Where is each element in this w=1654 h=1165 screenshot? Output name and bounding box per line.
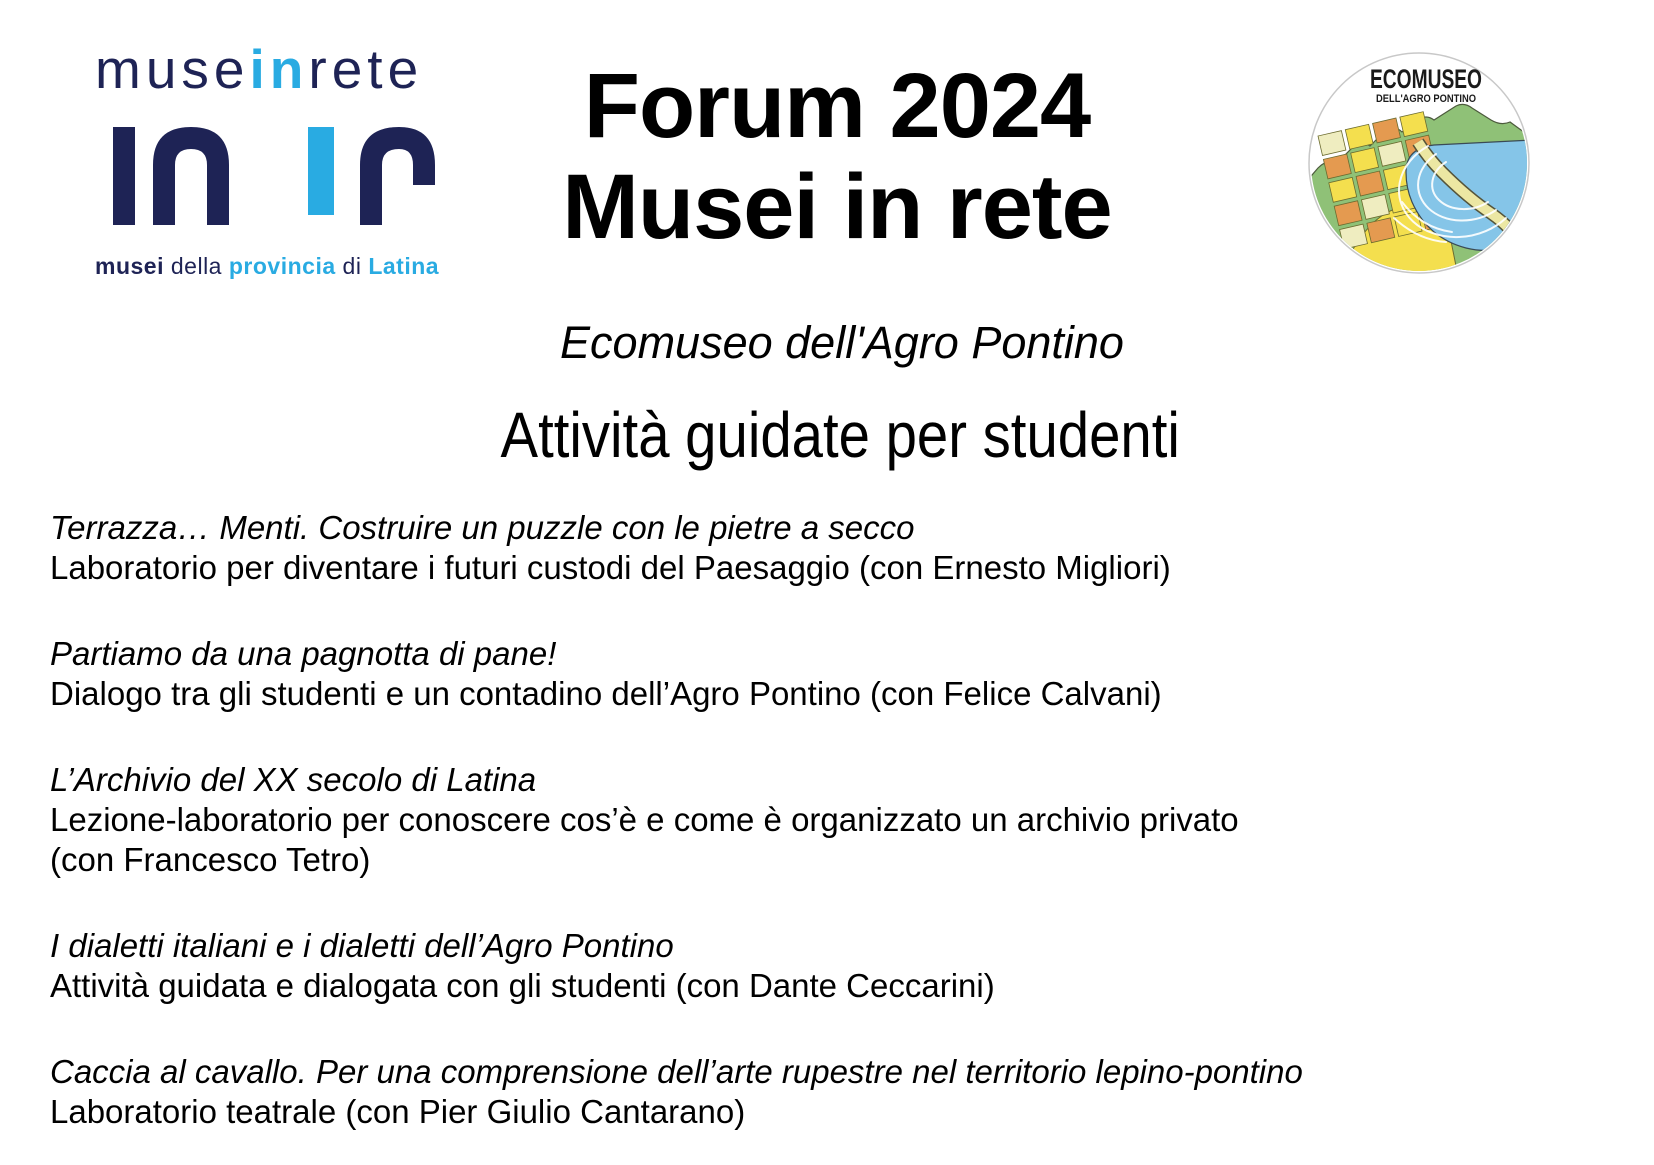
- wordmark-muse: muse: [95, 38, 250, 100]
- activities-list: [50, 508, 1624, 1165]
- activity-item: [50, 1052, 1624, 1132]
- activity-description: Laboratorio teatrale (con Pier Giulio Cantarano): [50, 1093, 746, 1130]
- activity-description: (con Francesco Tetro): [50, 841, 371, 878]
- activity-description: Laboratorio per diventare i futuri custodi del Paesaggio (con Ernesto Migliori): [50, 549, 1171, 586]
- activity-title: I dialetti italiani e i dialetti dell’Agro Pontino: [50, 927, 674, 964]
- page-title-line1: Forum 2024: [583, 55, 1091, 157]
- activity-description: Lezione-laboratorio per conoscere cos’è e come è organizzato un archivio privato: [50, 801, 1239, 838]
- activity-item: [50, 634, 1624, 714]
- activity-title: L’Archivio del XX secolo di Latina: [50, 761, 537, 798]
- activity-item: [50, 926, 1624, 1006]
- section-title: Attività guidate per studenti: [500, 399, 1180, 471]
- wordmark-rete: rete: [308, 38, 424, 100]
- page-title: [420, 56, 1254, 258]
- activity-title: Terrazza… Menti. Costruire un puzzle con le pietre a secco: [50, 509, 915, 546]
- activity-item: [50, 760, 1624, 880]
- museinrete-caption: [95, 253, 440, 280]
- ecomuseo-badge-title: ECOMUSEO: [1370, 64, 1482, 94]
- page-title-line2: Musei in rete: [562, 156, 1112, 258]
- caption-musei: musei: [95, 253, 164, 279]
- activity-description: Attività guidata e dialogata con gli studenti (con Dante Ceccarini): [50, 967, 995, 1004]
- activity-title: Partiamo da una pagnotta di pane!: [50, 635, 557, 672]
- caption-della: della: [170, 253, 222, 279]
- ecomuseo-badge-icon: [1306, 50, 1532, 276]
- activity-title: Caccia al cavallo. Per una comprensione dell’arte rupestre nel territorio lepino-pontino: [50, 1053, 1303, 1090]
- caption-latina: Latina: [368, 253, 440, 279]
- subtitle-ecomuseo: Ecomuseo dell'Agro Pontino: [560, 317, 1124, 368]
- museinrete-logo: [95, 38, 440, 280]
- mir-monogram-icon: [105, 113, 435, 233]
- caption-di: di: [342, 253, 362, 279]
- ecomuseo-logo: [1306, 50, 1532, 276]
- ecomuseo-badge-subtitle: DELL'AGRO PONTINO: [1376, 93, 1477, 105]
- activity-description: Dialogo tra gli studenti e un contadino dell’Agro Pontino (con Felice Calvani): [50, 675, 1162, 712]
- activity-item: [50, 508, 1624, 588]
- caption-provincia: provincia: [228, 253, 336, 279]
- wordmark-in: in: [249, 38, 309, 100]
- museinrete-wordmark: [95, 38, 440, 100]
